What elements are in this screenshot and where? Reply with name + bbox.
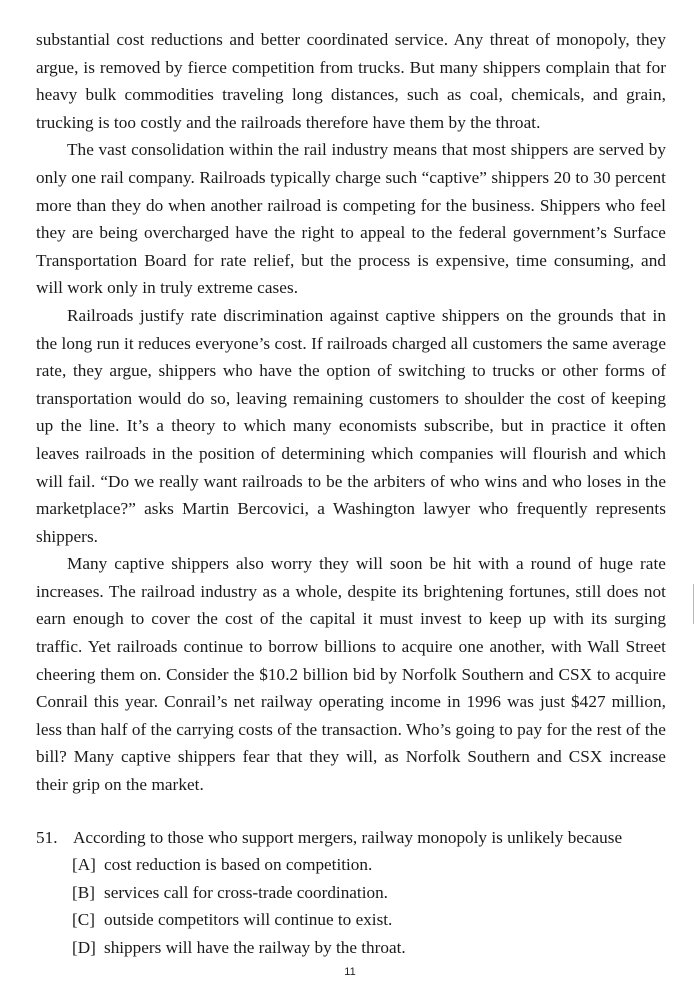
page-body (36, 26, 666, 962)
passage-paragraph-2: The vast consolidation within the rail industry means that most shippers are served by only one rail company. Railroads typically charge such “captive” shippers 20 to 30 percent more than they do when another railroad is competing for the business. Shippers who feel they are being overcharged have the right to appeal to the federal government’s Surface Transportation Board for rate relief, but the process is expensive, time consuming, and will work only in truly extreme cases. (36, 140, 666, 298)
passage-paragraph-4: Many captive shippers also worry they will soon be hit with a round of huge rate increases. The railroad industry as a whole, despite its brightening fortunes, still does not earn enough to cover the cost of the capital it must invest to keep up with its surging traffic. Yet railroads continue to borrow billions to acquire one another, with Wall Street cheering them on. Consider the $10.2 billion bid by Norfolk Southern and CSX to acquire Conrail this year. Conrail’s net railway operating income in 1996 was just $427 million, less than half of the carrying costs of the transaction. Who’s going to pay for the rest of the bill? Many captive shippers fear that they will, as Norfolk Southern and CSX increase their grip on the market. (36, 554, 666, 795)
answer-option-a[interactable] (36, 851, 666, 879)
option-letter: [A] (72, 855, 96, 875)
option-letter: [D] (72, 938, 96, 957)
question-number: 51. (36, 827, 58, 847)
question-stem (36, 824, 666, 852)
answer-option-b[interactable] (36, 879, 666, 907)
option-letter: [C] (72, 910, 95, 930)
page-number: 11 (344, 966, 356, 978)
passage-paragraph-3: Railroads justify rate discrimination against captive shippers on the grounds that in the long run it reduces everyone’s cost. If railroads charged all customers the same average rate, they argue, shippers who have the option of switching to trucks or other forms of transportation would do so, leaving remaining customers to shoulder the cost of keeping up the line. It’s a theory to which many economists subscribe, but in practice it often leaves railroads in the position of determining which companies will flourish and which will fail. “Do we really want railroads to be the arbiters of who wins and who loses in the marketplace?” asks Martin Bercovici, a Washington lawyer who frequently represents shippers. (36, 305, 666, 546)
question-text: According to those who support mergers, railway monopoly is unlikely because (73, 827, 623, 847)
option-text: outside competitors will continue to exist. (104, 910, 393, 930)
passage (36, 26, 666, 799)
answer-options (36, 851, 666, 961)
option-letter: [B] (72, 882, 95, 902)
answer-option-d[interactable] (36, 934, 666, 962)
passage-paragraph-1: substantial cost reductions and better coordinated service. Any threat of monopoly, they argue, is removed by fierce competition from trucks. But many shippers complain that for heavy bulk commodities traveling long distances, such as coal, chemicals, and grain, trucking is too costly and the railroads therefore have them by the throat. (36, 30, 666, 132)
margin-mark (693, 584, 694, 624)
option-text: cost reduction is based on competition. (104, 855, 373, 875)
answer-option-c[interactable] (36, 906, 666, 934)
option-text: shippers will have the railway by the throat. (104, 938, 406, 957)
question-51 (36, 824, 666, 962)
option-text: services call for cross-trade coordination. (104, 882, 388, 902)
